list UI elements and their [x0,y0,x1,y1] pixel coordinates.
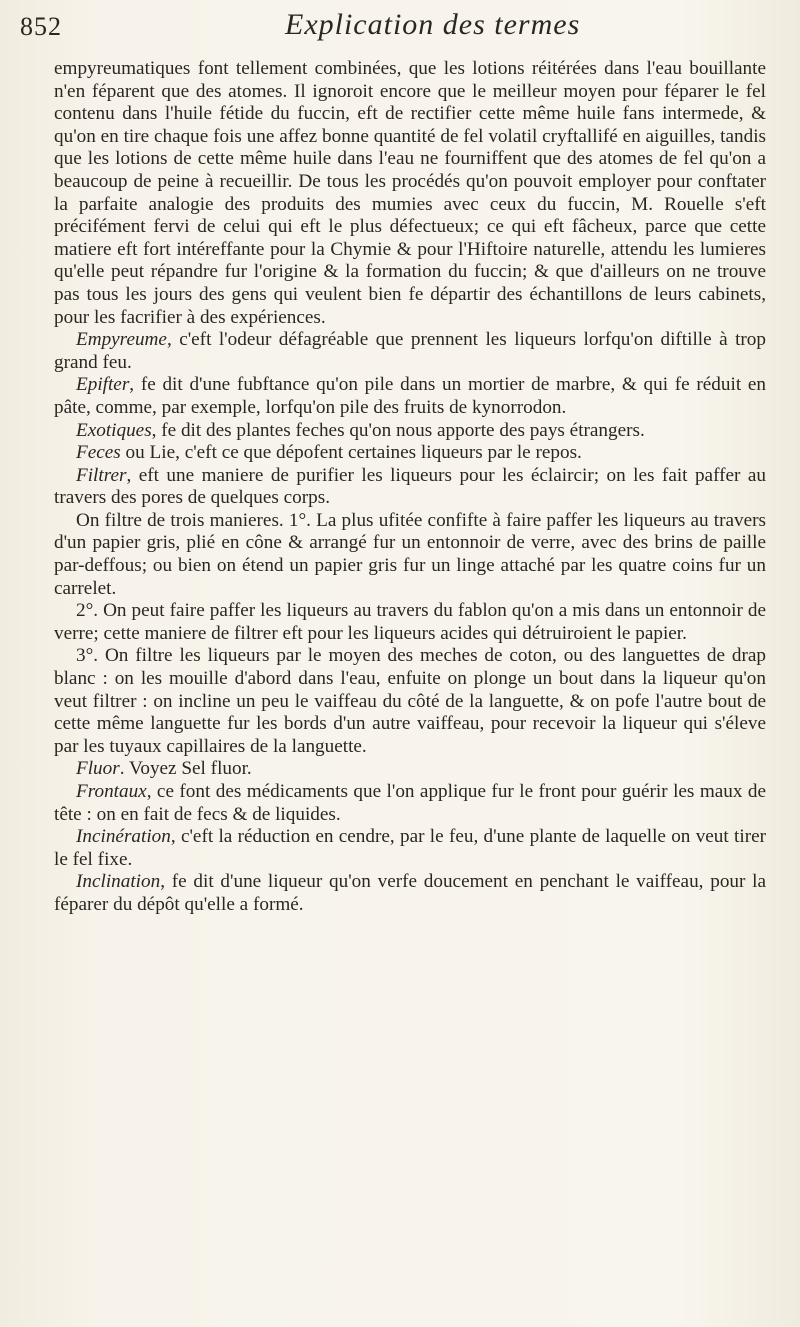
running-title: Explication des termes [285,8,581,41]
paragraph-text: On filtre de trois manieres. 1°. La plus ufitée confifte à faire paffer les liqueurs au travers d'un papier gris, plié en cône & arrangé fur un entonnoir de verre, avec des brins de paille par-deffous; ou bien on étend un papier gris fur un linge attaché par les quatre coins fur un carrelet. [54,509,766,599]
entry-definition: , c'eft la réduction en cendre, par le feu, d'une plante de laquelle on veut tirer le fel fixe. [54,826,766,870]
entry-definition: , ce font des médicaments que l'on applique fur le front pour guérir les maux de tête : on en fait de fecs & de liquides. [54,781,766,825]
entry-term: Fluor [76,758,120,780]
entry-definition: . Voyez Sel fluor. [119,758,252,780]
glossary-entry [54,781,766,826]
glossary-entry [54,826,766,871]
entry-term: Empyreume [76,329,167,351]
glossary-entry [54,442,766,465]
glossary-entry [54,329,766,374]
paragraph-continuation [54,58,766,329]
entry-term: Filtrer [76,464,127,486]
entry-term: Incinération [76,826,171,848]
glossary-entry [54,465,766,510]
entry-definition: , fe dit d'une fubftance qu'on pile dans un mortier de marbre, & qui fe réduit en pâte, comme, par exemple, lorfqu'on pile des fruits de kynorrodon. [54,374,766,418]
glossary-entry [54,374,766,419]
entry-term: Frontaux [76,781,147,802]
glossary-text [54,58,766,917]
glossary-entry [54,758,766,781]
entry-definition: , c'eft l'odeur défagréable que prennent les liqueurs lorfqu'on diftille à trop grand feu. [54,329,766,373]
paragraph-text: 3°. On filtre les liqueurs par le moyen des meches de coton, ou des languettes de drap blanc : on les mouille d'abord dans l'eau, enfuite on plonge un bout dans la liqueur qu'on veut filtrer : on incline un peu le vaiffeau du côté de la languette, & on pofe l'autre bout de cette même languette fur les bords d'un autre vaiffeau, pour recevoir la liqueur qui s'éleve par les tuyaux capillaires de la languette. [54,645,766,757]
entry-term: Inclination [76,871,161,893]
entry-term: Exotiques [76,419,152,441]
entry-term: Epifter [76,374,130,396]
paragraph [54,510,766,600]
glossary-entry [54,420,766,443]
entry-definition: , fe dit des plantes feches qu'on nous apporte des pays étrangers. [151,419,645,441]
glossary-entry [54,871,766,916]
paragraph-text: 2°. On peut faire paffer les liqueurs au travers du fablon qu'on a mis dans un entonnoir de verre; cette maniere de filtrer eft pour les liqueurs acides qui détruiroient le papier. [54,600,766,644]
entry-definition: , fe dit d'une liqueur qu'on verfe doucement en penchant le vaiffeau, pour la féparer du dépôt qu'elle a formé. [54,871,766,915]
entry-definition: , eft une maniere de purifier les liqueurs pour les éclaircir; on les fait paffer au travers des pores de quelques corps. [54,464,766,509]
paragraph-text: empyreumatiques font tellement combinées, que les lotions réitérées dans l'eau bouillante n'en féparent que des atomes. Il ignoroit encore que le meilleur moyen pour féparer le fel contenu dans l'huile fétide du fuccin, eft de rectifier cette même huile fans intermede, & qu'on en tire chaque fois une affez bonne quantité de fel volatil cryftallifé en aiguilles, tandis que les lotions de cette même huile dans l'eau ne fourniffent que des atomes de fel qu'on a beaucoup de peine à recueillir. De tous les procédés qu'on pouvoit employer pour conftater la parfaite analogie des produits des mumies avec ceux du fuccin, M. Rouelle s'eft précifément fervi de celui qui eft le plus défectueux; ce qui eft fâcheux, parce que cette matiere eft fort intéreffante pour la Chymie & pour l'Hiftoire naturelle, attendu les lumieres qu'elle peut répandre fur l'origine & la formation du fuccin; & que d'ailleurs on ne trouve pas tous les jours des gens qui veulent bien fe départir des échantillons de leurs cabinets, pour les facrifier à des expériences. [54,58,766,328]
entry-definition: ou Lie, c'eft ce que dépofent certaines liqueurs par le repos. [120,442,582,464]
paragraph [54,645,766,758]
page-header [20,8,760,48]
paragraph [54,600,766,645]
entry-term: Feces [76,442,121,464]
page-number: 852 [20,12,62,41]
